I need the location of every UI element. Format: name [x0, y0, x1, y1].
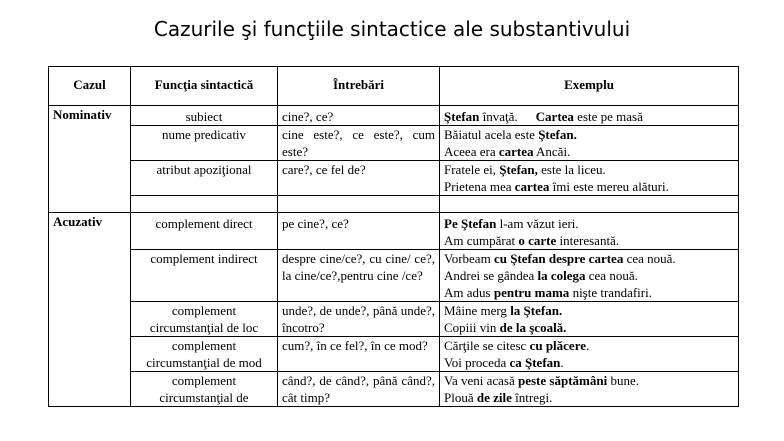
example-cell [440, 302, 739, 337]
example-bold: de zile [476, 390, 512, 405]
example-cell [440, 372, 739, 407]
example-text: cea nouă. [623, 251, 676, 266]
example-text: îmi este mereu alături. [549, 179, 669, 194]
header-questions: Întrebări [278, 67, 440, 106]
example-cell [440, 126, 739, 161]
example-text: învaţă. [479, 109, 518, 124]
example-text: Fratele ei, [444, 162, 500, 177]
example-bold: cartea [498, 144, 534, 159]
example-bold: la colega [537, 268, 586, 283]
example-text: Copiii vin [444, 320, 500, 335]
example-text: este pe masă [573, 109, 643, 124]
example-bold: Ştefan. [538, 127, 577, 142]
example-text: nişte trandafiri. [569, 285, 652, 300]
spacer-cell [440, 196, 739, 213]
example-text: Băiatul acela este [444, 127, 539, 142]
case-acuzativ: Acuzativ [49, 213, 131, 407]
header-case: Cazul [49, 67, 131, 106]
example-text: Vorbeam [444, 251, 494, 266]
function-cell: complement indirect [131, 250, 278, 302]
example-bold: ca Ştefan [509, 355, 561, 370]
questions-cell: când?, de când?, până când?, cât timp? [278, 372, 440, 407]
table-row [49, 250, 739, 302]
example-cell [440, 161, 739, 196]
example-cell [440, 106, 739, 126]
header-row [49, 67, 739, 106]
example-text: l-am văzut ieri. [496, 216, 579, 231]
function-cell: complement circumstanţial de [131, 372, 278, 407]
example-bold: peste săptămâni [518, 373, 608, 388]
function-cell: complement circumstanţial de mod [131, 337, 278, 372]
syntax-cases-table [48, 66, 739, 407]
spacer-row [49, 196, 739, 213]
example-text: este la liceu. [537, 162, 606, 177]
example-text: interesantă. [556, 233, 620, 248]
example-text: întregi. [511, 390, 553, 405]
questions-cell: pe cine?, ce? [278, 213, 440, 250]
table-row [49, 302, 739, 337]
example-text: Va veni acasă [444, 373, 518, 388]
case-nominativ: Nominativ [49, 106, 131, 213]
example-text: Mâine merg [444, 303, 511, 318]
example-text: Andrei se gândea [444, 268, 538, 283]
example-bold: de la şcoală. [499, 320, 567, 335]
function-cell: nume predicativ [131, 126, 278, 161]
example-bold: Ştefan, [499, 162, 538, 177]
example-bold: Ştefan [444, 109, 480, 124]
example-bold: Pe Ştefan [444, 216, 497, 231]
example-bold: cu plăcere [529, 338, 586, 353]
questions-cell: cine?, ce? [278, 106, 440, 126]
example-cell [440, 250, 739, 302]
function-cell: subiect [131, 106, 278, 126]
page-title: Cazurile şi funcţiile sintactice ale substantivului [153, 17, 631, 41]
example-bold: pentru mama [493, 285, 570, 300]
example-text: Cărţile se citesc [444, 338, 530, 353]
function-cell: complement circumstanţial de loc [131, 302, 278, 337]
table-row [49, 337, 739, 372]
example-bold: la Ştefan. [510, 303, 563, 318]
questions-cell: cine este?, ce este?, cum este? [278, 126, 440, 161]
table-row [49, 106, 739, 126]
example-bold: Cartea [535, 109, 574, 124]
example-text: . [586, 338, 590, 353]
table-row [49, 213, 739, 250]
example-text: Plouă [444, 390, 477, 405]
header-example: Exemplu [440, 67, 739, 106]
questions-cell: cum?, în ce fel?, în ce mod? [278, 337, 440, 372]
example-text: Am cumpărat [444, 233, 519, 248]
example-bold: o carte [518, 233, 557, 248]
example-bold: cu Ştefan despre cartea [493, 251, 624, 266]
example-text: . [560, 355, 564, 370]
example-text: Prietena mea [444, 179, 515, 194]
spacer-cell [278, 196, 440, 213]
example-cell [440, 337, 739, 372]
example-text: Am adus [444, 285, 494, 300]
questions-cell: despre cine/ce?, cu cine/ ce?, la cine/ce?,pentru cine /ce? [278, 250, 440, 302]
example-bold: cartea [514, 179, 550, 194]
example-cell [440, 213, 739, 250]
example-text: cea nouă. [585, 268, 638, 283]
example-text: Ancăi. [533, 144, 571, 159]
spacer-cell [131, 196, 278, 213]
questions-cell: care?, ce fel de? [278, 161, 440, 196]
example-text: bune. [607, 373, 639, 388]
header-function: Funcţia sintactică [131, 67, 278, 106]
table-row [49, 161, 739, 196]
table-row [49, 372, 739, 407]
table-row [49, 126, 739, 161]
example-text: Voi proceda [444, 355, 510, 370]
example-text: Aceea era [444, 144, 499, 159]
function-cell: atribut apoziţional [131, 161, 278, 196]
function-cell: complement direct [131, 213, 278, 250]
questions-cell: unde?, de unde?, până unde?, încotro? [278, 302, 440, 337]
